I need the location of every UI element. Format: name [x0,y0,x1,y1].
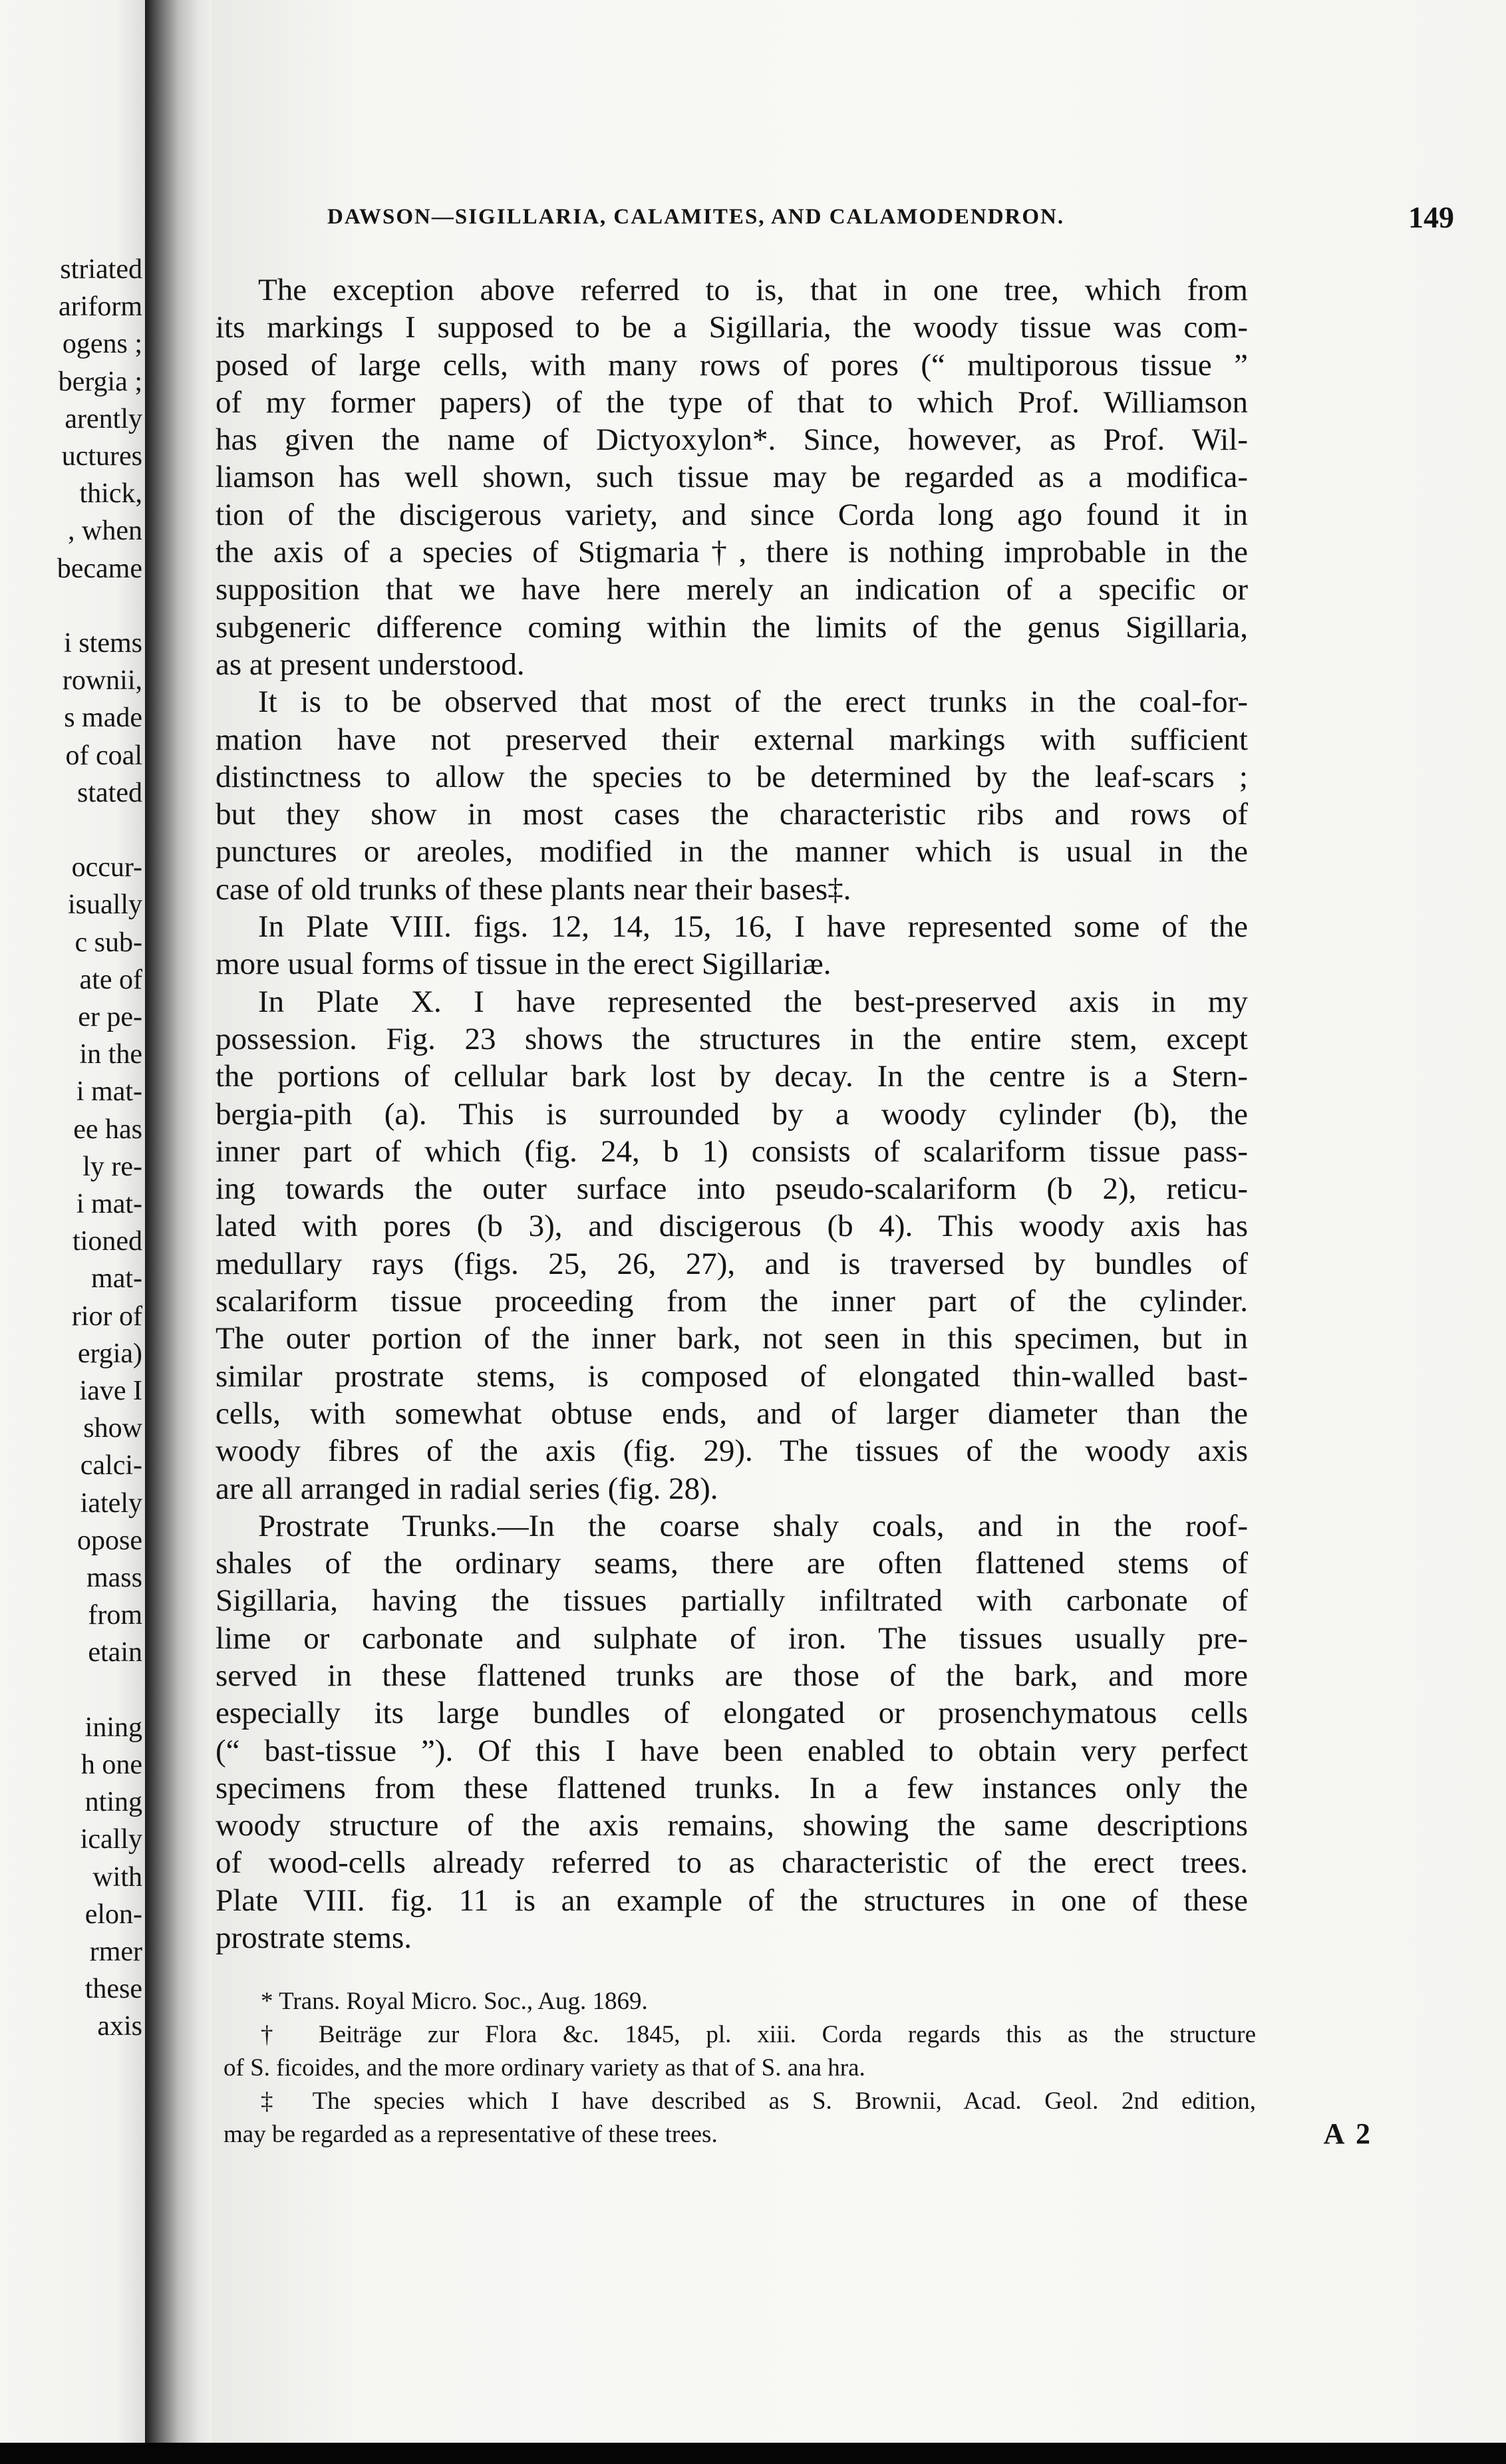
footnotes [224,1985,1256,2151]
text-line: distinctness to allow the species to be determined by the leaf-scars ; [216,759,1248,794]
left-page-fragment: ically [80,1824,142,1855]
left-page-fragment: bergia ; [58,366,142,397]
text-line: as at present understood. [216,647,525,682]
left-page-fragment: nting [84,1787,142,1818]
scan-border [0,2443,1506,2464]
left-page-fragment: rownii, [62,665,142,696]
left-page-fragment: ining [84,1712,142,1743]
text-line: The exception above referred to is, that in one tree, which from [258,273,1248,307]
text-line: specimens from these flattened trunks. In a few instances only the [216,1770,1248,1805]
left-page-fragment: stated [77,777,142,808]
left-page-fragment: , when [68,516,142,547]
book-gutter [145,0,212,2443]
text-line: its markings I supposed to be a Sigillaria, the woody tissue was com- [216,310,1248,345]
left-page-fragment: ergia) [77,1338,142,1369]
left-page-fragment: i stems [64,628,142,659]
text-line: In Plate VIII. figs. 12, 14, 15, 16, I have represented some of the [258,909,1248,945]
text-line: of wood-cells already referred to as characteristic of the erect trees. [216,1845,1248,1881]
text-line: liamson has well shown, such tissue may be regarded as a modifica- [216,460,1248,495]
left-page-fragment: tioned [73,1226,142,1257]
text-line: (“ bast-tissue ”). Of this I have been enabled to obtain very perfect [216,1733,1248,1768]
text-line: The outer portion of the inner bark, not seen in this specimen, but in [216,1321,1248,1356]
right-page [212,0,1506,2443]
text-line: more usual forms of tissue in the erect Sigillariæ. [216,947,831,982]
text-line: similar prostrate stems, is composed of elongated thin-walled bast- [216,1358,1248,1394]
text-line: In Plate X. I have represented the best-preserved axis in my [258,984,1248,1019]
text-line: the portions of cellular bark lost by decay. In the centre is a Stern- [216,1059,1248,1094]
text-line: tion of the discigerous variety, and since Corda long ago found it in [216,497,1248,532]
left-page-fragment: thick, [79,478,142,510]
text-line: cells, with somewhat obtuse ends, and of larger diameter than the [216,1396,1248,1431]
text-line: Prostrate Trunks.—In the coarse shaly coals, and in the roof- [258,1508,1248,1543]
text-line: prostrate stems. [216,1921,412,1956]
footnote: of S. ficoides, and the more ordinary variety as that of S. ana hra. [224,2054,865,2081]
text-line: medullary rays (figs. 25, 26, 27), and is traversed by bundles of [216,1246,1248,1281]
text-line: lated with pores (b 3), and discigerous (b 4). This woody axis has [216,1209,1248,1244]
text-line: It is to be observed that most of the erect trunks in the coal-for- [258,685,1248,720]
left-page-fragment: ate of [79,964,142,995]
text-line: lime or carbonate and sulphate of iron. The tissues usually pre- [216,1620,1248,1656]
text-line: of my former papers) of the type of that to which Prof. Williamson [216,385,1248,420]
text-line: scalariform tissue proceeding from the inner part of the cylinder. [216,1284,1248,1319]
left-page-fragment: mat- [91,1263,142,1295]
text-line: but they show in most cases the characteristic ribs and rows of [216,797,1248,832]
left-page-fragment: axis [97,2011,142,2042]
footnote: * Trans. Royal Micro. Soc., Aug. 1869. [261,1988,648,2015]
text-line: especially its large bundles of elongated or prosenchymatous cells [216,1696,1248,1731]
page-number: 149 [1408,200,1454,234]
text-line: supposition that we have here merely an indication of a specific or [216,572,1248,607]
left-page-fragment: ly re- [82,1151,142,1182]
left-page-fragment: with [92,1861,142,1893]
page-header [212,200,1454,239]
left-page-fragment: h one [80,1750,142,1780]
text-line: shales of the ordinary seams, there are often flattened stems of [216,1546,1248,1581]
text-line: punctures or areoles, modified in the manner which is usual in the [216,834,1248,869]
text-line: served in these flattened trunks are those of the bark, and more [216,1658,1248,1693]
text-line: posed of large cells, with many rows of pores (“ multiporous tissue ” [216,347,1248,383]
text-line: has given the name of Dictyoxylon*. Since, however, as Prof. Wil- [216,422,1248,458]
left-page-fragment: i mat- [76,1189,142,1219]
text-line: Sigillaria, having the tissues partially infiltrated with carbonate of [216,1583,1248,1618]
text-line: bergia-pith (a). This is surrounded by a woody cylinder (b), the [216,1096,1248,1132]
left-page-fragment: iave I [79,1376,142,1406]
left-page-fragment: occur- [71,852,142,883]
left-page-fragment: striated [60,254,142,285]
left-page-fragment: rior of [71,1301,142,1332]
left-page-fragment: i mat- [76,1076,142,1108]
left-page-fragment: etain [88,1637,142,1668]
text-line: Plate VIII. fig. 11 is an example of the structures in one of these [216,1883,1248,1918]
footnote: may be regarded as a representative of these trees. [224,2121,718,2148]
text-line: are all arranged in radial series (fig. 28). [216,1471,718,1506]
left-page-fragment: ee has [73,1114,142,1145]
signature-mark: A 2 [1323,2117,1373,2150]
left-page-fragment: show [83,1413,142,1444]
text-line: subgeneric difference coming within the limits of the genus Sigillaria, [216,609,1248,645]
left-page-fragment: rmer [89,1936,142,1967]
left-page-fragment: calci- [80,1450,142,1481]
text-line: mation have not preserved their external markings with sufficient [216,722,1248,757]
text-line: case of old trunks of these plants near their bases‡. [216,871,851,907]
text-line: woody fibres of the axis (fig. 29). The tissues of the woody axis [216,1434,1248,1469]
text-line: inner part of which (fig. 24, b 1) consists of scalariform tissue pass- [216,1134,1248,1169]
left-page-fragment: uctures [61,441,142,472]
left-page-fragment: became [57,553,142,584]
left-page-fragment: opose [77,1525,142,1556]
text-line: ing towards the outer surface into pseudo-scalariform (b 2), reticu- [216,1171,1248,1207]
left-page-fragment: elon- [84,1899,142,1930]
left-page-fragment: in the [79,1039,142,1070]
left-page [0,0,145,2443]
text-line: possession. Fig. 23 shows the structures in the entire stem, except [216,1021,1248,1056]
running-head: DAWSON—SIGILLARIA, CALAMITES, AND CALAMODENDRON. [327,205,1065,229]
left-page-fragment: ariform [59,291,142,323]
text-line: woody structure of the axis remains, showing the same descriptions [216,1808,1248,1843]
left-page-fragment: from [88,1600,142,1631]
footnote: ‡ The species which I have described as S. Brownii, Acad. Geol. 2nd edition, [261,2087,1256,2115]
left-page-fragment: mass [86,1563,142,1593]
left-page-fragment: arently [65,403,142,434]
left-page-fragment: s made [64,702,142,734]
left-page-fragment: iately [80,1487,142,1519]
body-text [216,271,1248,1956]
left-page-fragment: ogens ; [62,329,142,360]
footnote: † Beiträge zur Flora &c. 1845, pl. xiii. Corda regards this as the structure [261,2021,1256,2048]
left-page-fragment: isually [68,889,142,921]
left-page-fragment: of coal [65,740,142,771]
left-page-fragment: c sub- [75,927,142,958]
left-page-fragment: these [84,1974,142,2005]
text-line: the axis of a species of Stigmaria†, there is nothing improbable in the [216,535,1248,570]
left-page-fragment: er pe- [78,1002,142,1032]
